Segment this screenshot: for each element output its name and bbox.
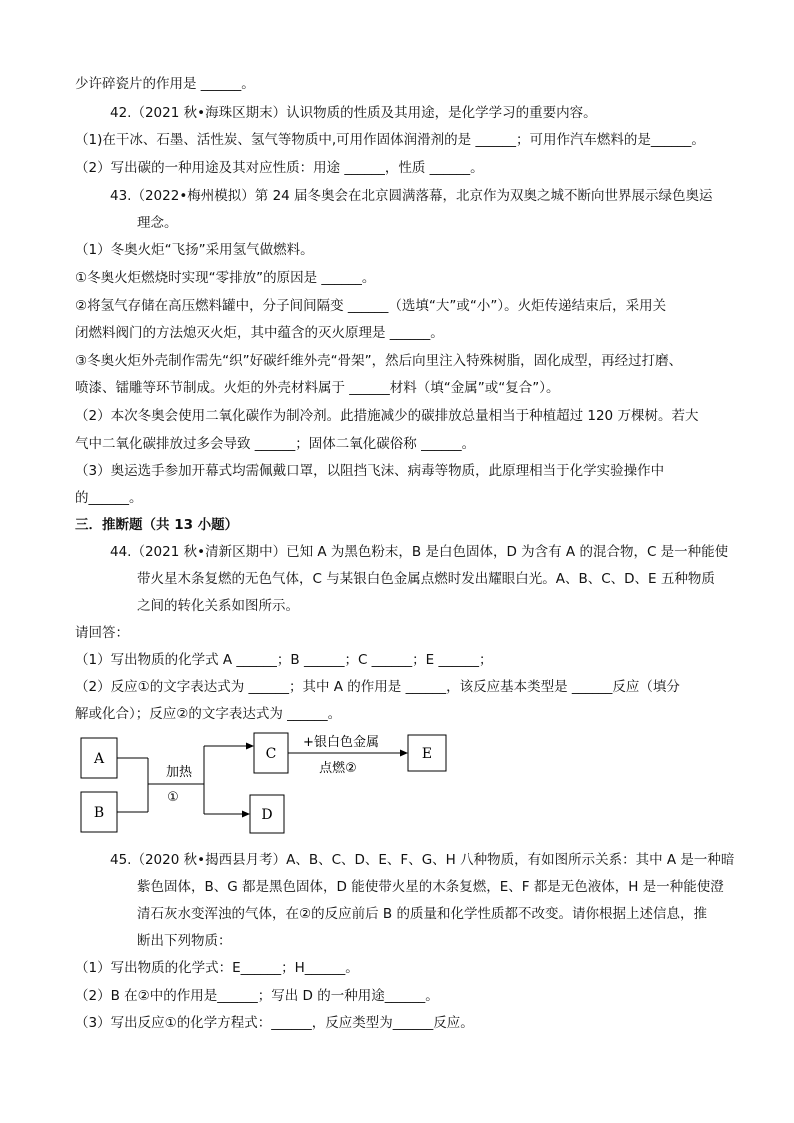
question-43-stem: 43.（2022•梅州模拟）第 24 届冬奥会在北京圆满落幕，北京作为双奥之城不断向世界展示绿色奥运 xyxy=(110,188,713,204)
box-c-label: C xyxy=(265,746,277,762)
question-44-stem-cont2: 之间的转化关系如图所示。 xyxy=(137,598,299,614)
box-e-label: E xyxy=(421,746,433,762)
question-45-part-1: （1）写出物质的化学式：E______；H______。 xyxy=(75,960,359,976)
box-a-label: A xyxy=(93,751,105,767)
question-43-part-1a: ①冬奥火炬燃烧时实现“零排放”的原因是 ______。 xyxy=(75,270,376,286)
question-43-part-1: （1）冬奥火炬“飞扬”采用氢气做燃料。 xyxy=(75,242,314,258)
question-43-stem-cont: 理念。 xyxy=(137,215,178,231)
question-43-part-2-cont: 气中二氧化碳排放过多会导致 ______；固体二氧化碳俗称 ______。 xyxy=(75,436,476,452)
question-42-part-2: （2）写出碳的一种用途及其对应性质：用途 ______，性质 ______。 xyxy=(75,160,484,176)
question-45-part-3: （3）写出反应①的化学方程式：______，反应类型为______反应。 xyxy=(75,1015,474,1031)
question-44-part-2: （2）反应①的文字表达式为 ______；其中 A 的作用是 ______，该反应基本类型是 ______反应（填分 xyxy=(75,679,680,695)
question-43-part-3: （3）奥运选手参加开幕式均需佩戴口罩，以阻挡飞沫、病毒等物质，此原理相当于化学实验操作中 xyxy=(75,463,665,479)
arrow-to-d xyxy=(242,811,250,818)
question-45-stem-cont3: 断出下列物质： xyxy=(137,933,232,949)
text-line: 少许碎瓷片的作用是 ______。 xyxy=(75,76,255,92)
box-b-label: B xyxy=(93,805,105,821)
arrow-to-c xyxy=(246,743,254,750)
question-44-prompt: 请回答： xyxy=(75,625,129,641)
question-42-stem: 42.（2021 秋•海珠区期末）认识物质的性质及其用途，是化学学习的重要内容。 xyxy=(110,105,597,121)
question-43-part-2: （2）本次冬奥会使用二氧化碳作为制冷剂。此措施减少的碳排放总量相当于种植超过 120 万棵树。若大 xyxy=(75,408,699,424)
question-43-part-1c: ③冬奥火炬外壳制作需先“织”好碳纤维外壳“骨架”，然后向里注入特殊树脂，固化成型，再经过打磨、 xyxy=(75,353,683,369)
question-44-part-2-cont: 解或化合）；反应②的文字表达式为 ______。 xyxy=(75,706,342,722)
ignite-label: 点燃② xyxy=(319,761,357,776)
question-45-stem-cont2: 清石灰水变浑浊的气体，在②的反应前后 B 的质量和化学性质都不改变。请你根据上述信息，推 xyxy=(137,906,707,922)
question-45-part-2: （2）B 在②中的作用是______；写出 D 的一种用途______。 xyxy=(75,988,439,1004)
question-43-part-1b: ②将氢气存储在高压燃料罐中，分子间间隔变 ______（选填“大”或“小”）。火炬传递结束后，采用关 xyxy=(75,298,667,314)
metal-label: +银白色金属 xyxy=(303,735,379,750)
question-43-part-3-cont: 的______。 xyxy=(75,490,143,506)
question-45-stem-cont: 紫色固体，B、G 都是黑色固体，D 能使带火星的木条复燃，E、F 都是无色液体，H 是一种能使澄 xyxy=(137,879,724,895)
question-42-part-1: （1)在干冰、石墨、活性炭、氢气等物质中,可用作固体润滑剂的是 ______；可用作汽车燃料的是______。 xyxy=(75,132,705,148)
reaction-1-label: ① xyxy=(167,790,179,805)
heat-label: 加热 xyxy=(165,765,193,780)
question-43-part-1b-cont: 闭燃料阀门的方法熄灭火炬，其中蕴含的灭火原理是 ______。 xyxy=(75,325,444,341)
box-d-label: D xyxy=(261,807,273,823)
question-44-stem-cont: 带火星木条复燃的无色气体，C 与某银白色金属点燃时发出耀眼白光。A、B、C、D、E 五种物质 xyxy=(137,571,715,587)
arrow-to-e xyxy=(400,750,408,757)
question-43-part-1c-cont: 喷漆、镭雕等环节制成。火炬的外壳材料属于 ______材料（填“金属”或“复合”）。 xyxy=(75,380,560,396)
question-45-stem: 45.（2020 秋•揭西县月考）A、B、C、D、E、F、G、H 八种物质，有如图所示关系：其中 A 是一种暗 xyxy=(110,852,735,868)
section-heading: 三．推断题（共 13 小题） xyxy=(75,517,239,533)
question-44-stem: 44.（2021 秋•清新区期中）已知 A 为黑色粉末，B 是白色固体，D 为含有 A 的混合物，C 是一种能使 xyxy=(110,544,729,560)
connector-lines xyxy=(117,746,402,814)
question-44-part-1: （1）写出物质的化学式 A ______；B ______；C ______；E ______； xyxy=(75,652,493,668)
